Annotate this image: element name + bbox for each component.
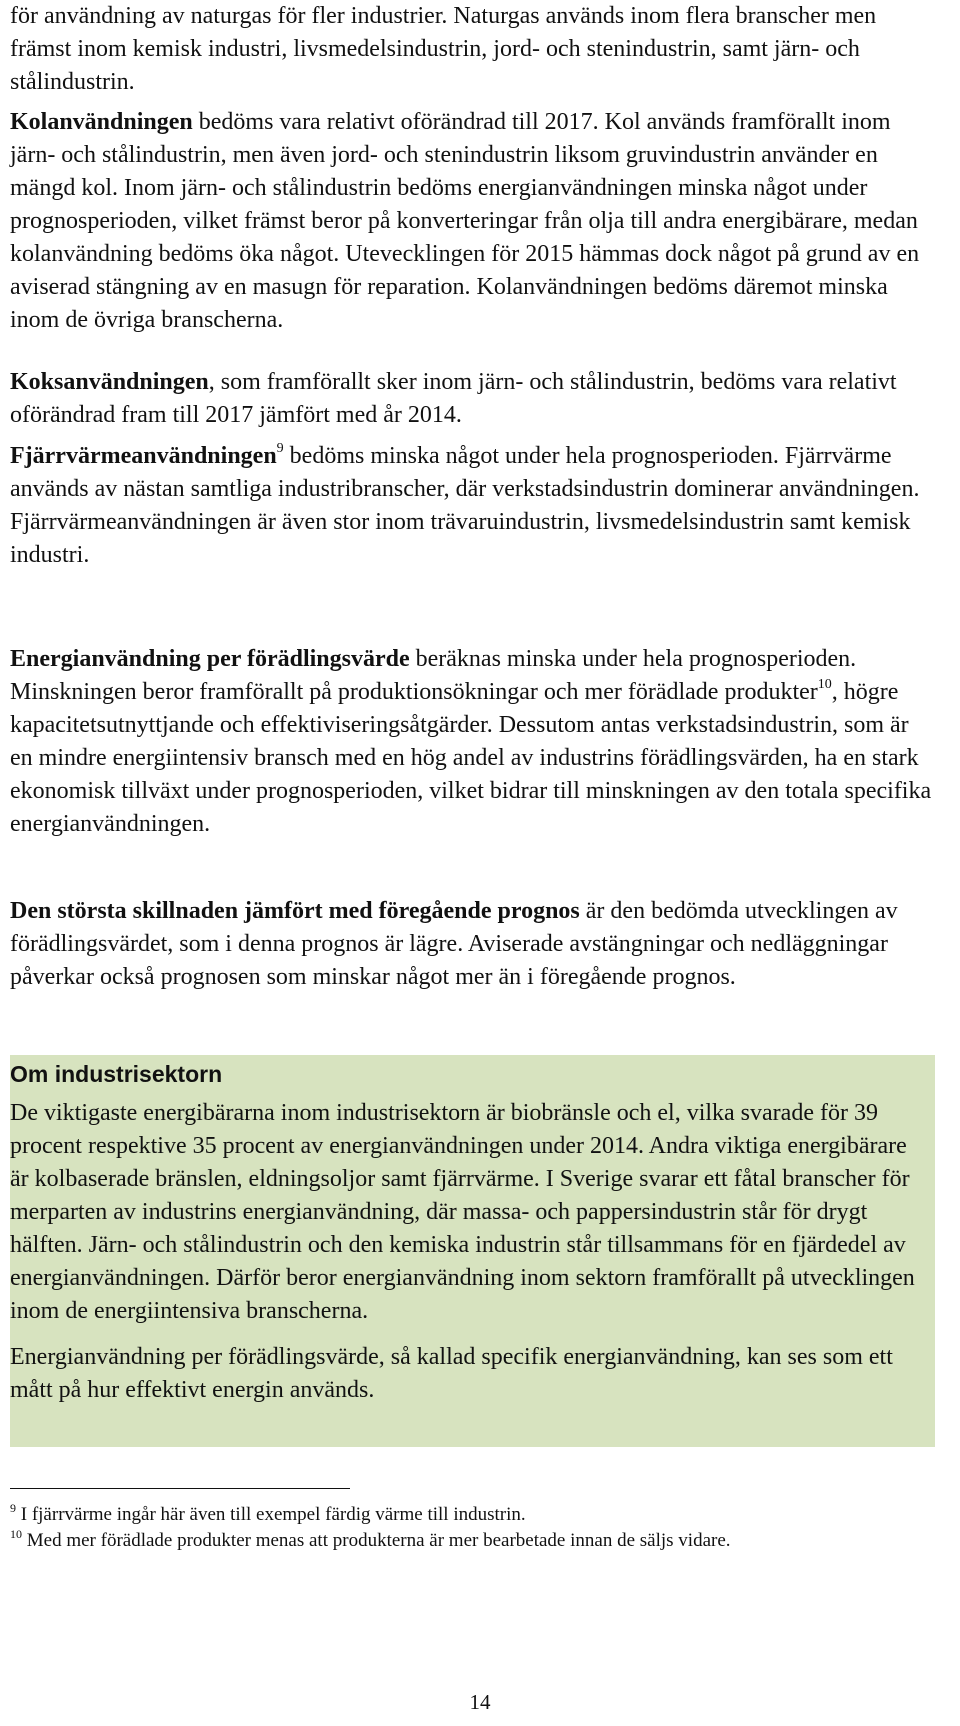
footnote-number: 9 <box>10 1500 16 1515</box>
paragraph-naturgas <box>10 0 935 99</box>
footnote-divider <box>10 1488 350 1489</box>
paragraph-koksanvandning <box>10 366 935 432</box>
paragraph-text: bedöms vara relativt oförändrad till 2017. Kol används framförallt inom järn- och stålindustrin, men även jord- och stenindustrin liksom gruvindustrin använder en mängd kol. Inom järn- och stålindustrin bedöms energianvändningen minska något under prognosperioden, vilket främst beror på konverteringar från olja till andra energibärare, medan kolanvändning bedöms öka något. Utevecklingen för 2015 hämmas dock något på grund av en aviserad stängning av en masugn för reparation. Kolanvändningen bedöms däremot minska inom de övriga branscherna. <box>10 109 920 333</box>
info-box-paragraph: De viktigaste energibärarna inom industrisektorn är biobränsle och el, vilka svarade för 39 procent respektive 35 procent av energianvändningen under 2014. Andra viktiga energibärare är kolbaserade bränslen, eldningsoljor samt fjärrvärme. I Sverige svarar ett fåtal branscher för merparten av industrins energianvändning, där massa- och pappersindustrin står för drygt hälften. Järn- och stålindustrin och den kemiska industrin står tillsammans för en fjärdedel av energianvändningen. Därför beror energianvändning inom sektorn framförallt på utvecklingen inom de energiintensiva branscherna. <box>10 1100 915 1324</box>
paragraph-storsta-skillnaden <box>10 895 935 994</box>
paragraph-heading: Den största skillnaden jämfört med föregående prognos <box>10 898 580 924</box>
footnote-number: 10 <box>10 1526 22 1541</box>
info-box <box>10 1055 935 1447</box>
footnote-9 <box>10 1502 526 1528</box>
footnote-10 <box>10 1528 731 1554</box>
paragraph-text: för användning av naturgas för fler industrier. Naturgas används inom flera branscher men främst inom kemisk industri, livsmedelsindustrin, jord- och stenindustrin, samt järn- och stålindustrin. <box>10 3 877 95</box>
paragraph-energianvandning-per-foradlingsvarde <box>10 643 935 841</box>
info-box-paragraph: Energianvändning per förädlingsvärde, så kallad specifik energianvändning, kan ses som ett mått på hur effektivt energin används. <box>10 1344 893 1403</box>
paragraph-text: bedöms minska något under hela prognosperioden. Fjärrvärme används av nästan samtliga industribranscher, där verkstadsindustrin dominerar användningen. Fjärrvärmeanvändningen är även stor inom trävaruindustrin, livsmedelsindustrin samt kemisk industri. <box>10 443 920 568</box>
paragraph-heading: Kolanvändningen <box>10 109 193 135</box>
paragraph-fjarrvarme <box>10 440 935 572</box>
paragraph-text: beräknas minska under hela prognosperioden. Minskningen beror framförallt på produktionsökningar och mer förädlade produkter <box>10 646 857 705</box>
paragraph-text: , som framförallt sker inom järn- och stålindustrin, bedöms vara relativt oförändrad fram till 2017 jämfört med år 2014. <box>10 369 897 428</box>
footnote-ref-9: 9 <box>276 441 284 456</box>
paragraph-kolanvandning <box>10 106 935 337</box>
footnote-ref-10: 10 <box>817 677 832 692</box>
footnote-text: I fjärrvärme ingår här även till exempel färdig värme till industrin. <box>16 1504 526 1525</box>
footnote-text: Med mer förädlade produkter menas att produkterna är mer bearbetade innan de säljs vidare. <box>22 1530 731 1551</box>
page-number: 14 <box>469 1690 491 1714</box>
paragraph-text: är den bedömda utvecklingen av förädlingsvärdet, som i denna prognos är lägre. Aviserade avstängningar och nedläggningar påverkar också prognosen som minskar något mer än i föregående prognos. <box>10 898 898 990</box>
paragraph-heading: Koksanvändningen <box>10 369 209 395</box>
info-box-title: Om industrisektorn <box>10 1061 223 1087</box>
paragraph-text: , högre kapacitetsutnyttjande och effektiviseringsåtgärder. Dessutom antas verkstadsindustrin, som är en mindre energiintensiv bransch med en hög andel av industrins förädlingsvärden, ha en stark ekonomisk tillväxt under prognosperioden, vilket bidrar till minskningen av den totala specifika energianvändningen. <box>10 679 932 837</box>
paragraph-heading: Energianvändning per förädlingsvärde <box>10 646 410 672</box>
paragraph-heading: Fjärrvärmeanvändningen <box>10 443 277 469</box>
